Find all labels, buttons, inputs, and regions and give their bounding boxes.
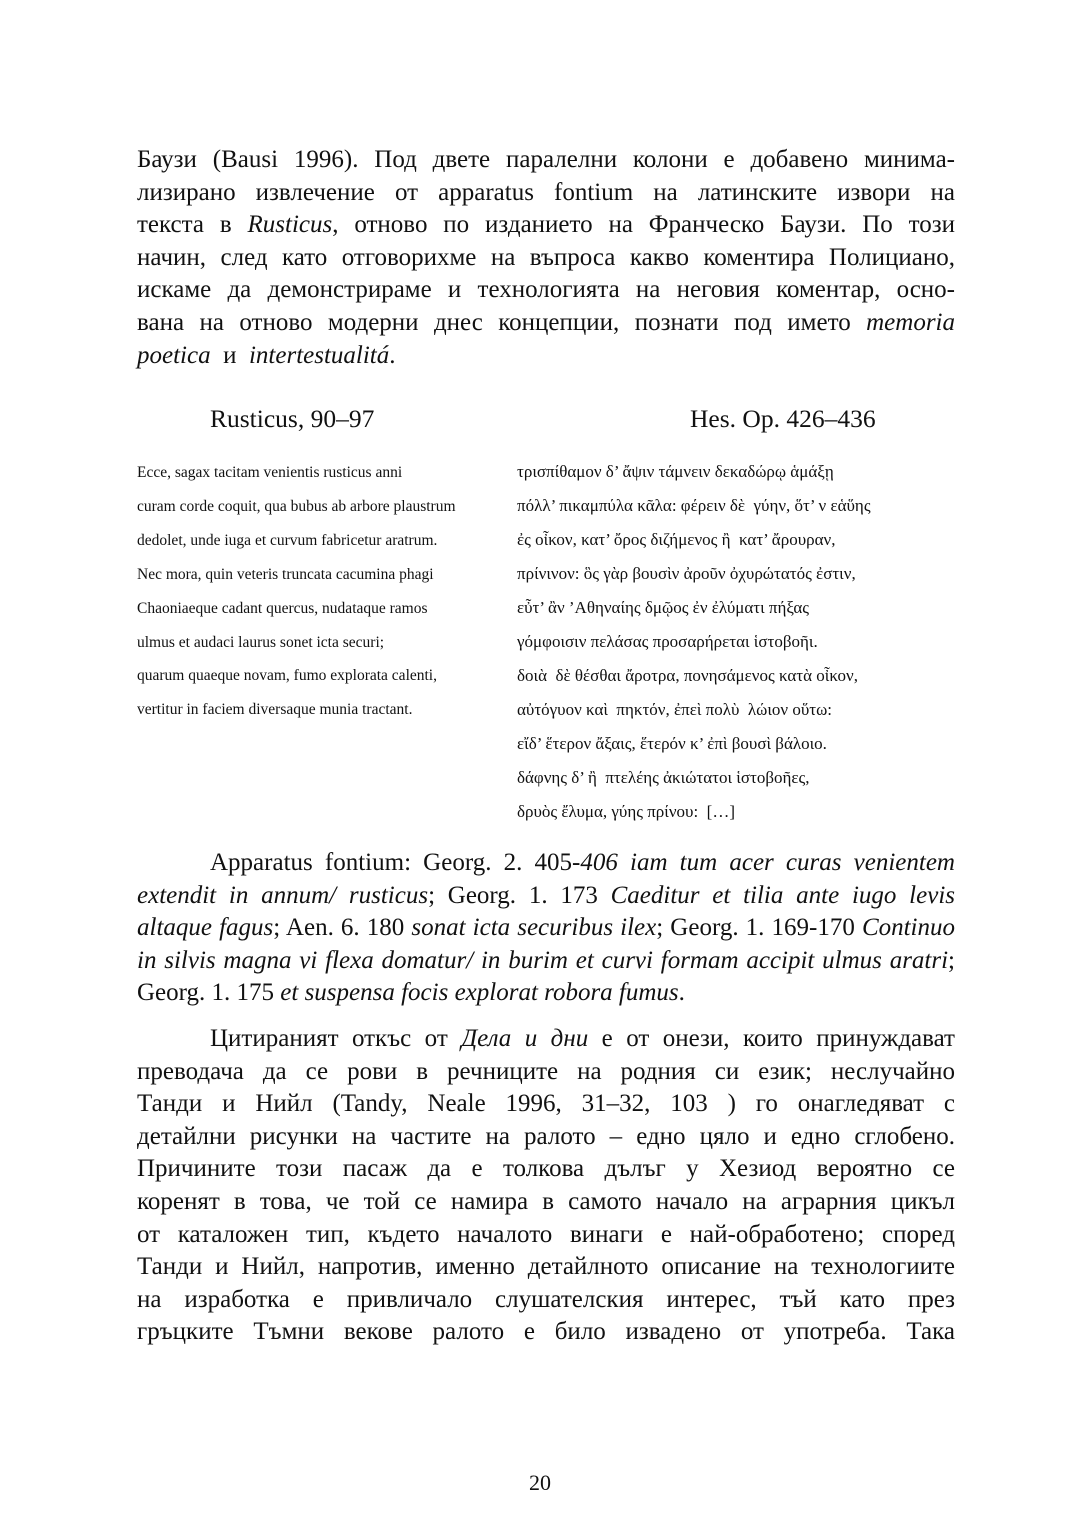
page-number: 20 — [529, 1470, 551, 1495]
text-line — [137, 209, 955, 242]
text-line — [137, 1121, 955, 1154]
greek-verse-line: εἴδ’ ἕτερον ἄξαις, ἕτερόν κ’ ἐπὶ βουσὶ βάλοιο. — [517, 734, 827, 753]
text-segment: , отново по изданието на Франческо Баузи. По този — [332, 211, 955, 239]
text-line — [137, 847, 955, 880]
text-segment: . — [678, 979, 685, 1007]
text-segment: ; — [948, 946, 955, 974]
text-segment: лизирано извлечение от apparatus fontium на латинските извори на — [137, 178, 955, 206]
text-line — [137, 1056, 955, 1089]
text-line — [137, 1186, 955, 1219]
greek-column-heading: Hes. Op. 426–436 — [690, 404, 876, 433]
italic-text: Дела и дни — [461, 1025, 589, 1052]
text-line — [137, 880, 955, 913]
text-segment: искаме да демонстрираме и технологията на неговия коментар, осно- — [137, 276, 955, 304]
text-line — [137, 144, 955, 177]
text-segment: ; Aen. 6. 180 — [273, 914, 412, 942]
text-segment: текста в — [137, 211, 248, 239]
latin-verse-line: vertitur in faciem diversaque munia tractant. — [137, 701, 413, 719]
greek-verse-line: ἐς οἶκον, κατ’ ὄρος διζήμενος ἢ κατ’ ἄρουραν, — [517, 530, 836, 549]
text-segment: е от онези, които принуждават — [588, 1025, 955, 1052]
intro-paragraph — [137, 144, 955, 372]
text-segment: от каталожен тип, където началото винаги е най-обработено; според — [137, 1220, 955, 1248]
italic-text: et suspensa focis explorat robora fumus — [280, 979, 679, 1007]
text-segment: на изработка е привличало слушателския интерес, тъй като през — [137, 1285, 955, 1313]
italic-text: poetica — [137, 341, 211, 369]
greek-verse-line: πρίνινον: ὃς γὰρ βουσὶν ἀροῦν ὀχυρώτατός ἐστιν, — [517, 564, 856, 583]
text-segment: Причините този пасаж да е толкова дълъг у Хезиод вероятно се — [137, 1155, 955, 1183]
latin-verse-line: Ecce, sagax tacitam venientis rusticus anni — [137, 464, 403, 481]
apparatus-fontium-paragraph — [137, 847, 955, 1010]
italic-text: Rusticus — [247, 211, 333, 239]
text-segment: Танди и Нийл (Tandy, Neale 1996, 31–32, 103 ) го онагледяват с — [137, 1090, 955, 1118]
text-line — [137, 177, 955, 210]
latin-verse-line: curam corde coquit, qua bubus ab arbore plaustrum — [137, 497, 456, 515]
latin-verse-line: quarum quaeque novam, fumo explorata calenti, — [137, 667, 437, 685]
greek-text-column — [517, 455, 871, 829]
text-segment: и — [210, 341, 249, 369]
text-segment: коренят в това, че той се намира в самото начало на аграрния цикъл — [137, 1187, 955, 1215]
latin-verse-line: Chaoniaeque cadant quercus, nudataque ramos — [137, 599, 428, 617]
text-segment: . — [389, 341, 396, 369]
italic-text: intertestualitá — [248, 341, 390, 369]
italic-text: sonat icta securibus ilex — [411, 914, 657, 942]
text-line — [137, 1023, 955, 1056]
greek-verse-line: δάφνης δ’ ἢ πτελέης ἀκιώτατοι ἱστοβοῆες, — [517, 768, 810, 787]
greek-verse-line: δρυὸς ἔλυμα, γύης πρίνου: […] — [517, 802, 735, 821]
text-segment: вана на отново модерни днес концепции, познати под името — [137, 308, 867, 336]
text-line — [137, 1251, 955, 1284]
greek-verse-line: γόμφοισιν πελάσας προσαρήρεται ἱστοβοῆι. — [517, 632, 818, 651]
latin-verse-line: Nec mora, quin veteris truncata cacumina phagi — [137, 565, 434, 583]
text-segment: Цитираният откъс от — [210, 1025, 462, 1052]
greek-verse-line: αὐτόγυον καὶ πηκτόν, ἐπεὶ πολὺ λώιον οὕτω: — [517, 700, 833, 719]
text-line — [137, 242, 955, 275]
text-segment: Танди и Нийл, напротив, именно детайлното описание на технологиите — [137, 1253, 955, 1281]
text-line — [137, 1284, 955, 1317]
text-segment: Баузи (Bausi 1996). Под двете паралелни колони е добавено минима- — [137, 146, 955, 173]
latin-verse-line: ulmus et audaci laurus sonet icta securi; — [137, 633, 385, 651]
text-line — [137, 1088, 955, 1121]
italic-text: Continuo — [861, 914, 956, 942]
text-line — [137, 1219, 955, 1252]
italic-text: extendit in annum/ rusticus — [137, 881, 429, 909]
text-line — [137, 977, 955, 1010]
text-segment: детайлни рисунки на частите на ралото – едно цяло и едно сглобено. — [137, 1122, 955, 1150]
latin-verse-line: dedolet, unde iuga et curvum fabricetur aratrum. — [137, 531, 438, 549]
text-line — [137, 912, 955, 945]
text-segment: преводача да се рови в речниците на родния си език; неслучайно — [137, 1057, 955, 1085]
greek-verse-line: πόλλ’ πικαμπύλα κᾶλα: φέρειν δὲ γύην, ὅτ’ ν εἁὕης — [517, 496, 871, 515]
latin-text-column — [137, 456, 456, 727]
italic-text: 406 iam tum acer curas venientem — [580, 849, 955, 876]
text-line — [137, 945, 955, 978]
text-segment: гръцките Тъмни векове ралото е било извадено от употреба. Така — [137, 1318, 955, 1346]
main-paragraph — [137, 1023, 955, 1349]
text-segment: ; Georg. 1. 169-170 — [656, 914, 862, 942]
greek-verse-line: τρισπίθαμον δ’ ἄψιν τάμνειν δεκαδώρῳ ἁμάξῃ — [517, 462, 834, 481]
text-line — [137, 1153, 955, 1186]
italic-text: altaque fagus — [137, 914, 274, 942]
italic-text: Caeditur et tilia ante iugo levis — [610, 881, 955, 909]
italic-text: memoria — [866, 308, 955, 336]
text-segment: Georg. 1. 175 — [137, 979, 281, 1007]
text-line — [137, 307, 955, 340]
italic-text: in silvis magna vi flexa domatur/ in burim et curvi formam accipit ulmus aratri — [137, 946, 949, 974]
text-segment: начин, след като отговорихме на въпроса какво коментира Полициано, — [137, 243, 955, 271]
greek-verse-line: δοιὰ δὲ θέσθαι ἄροτρα, πονησάμενος κατὰ οἶκον, — [517, 666, 858, 685]
text-segment: Apparatus fontium: Georg. 2. 405- — [210, 849, 581, 876]
text-line — [137, 340, 955, 373]
text-line — [137, 1316, 955, 1349]
greek-verse-line: εὖτ’ ἂν ’Αθηναίης δμῷος ἐν ἐλύματι πήξας — [517, 598, 809, 617]
text-segment: ; Georg. 1. 173 — [428, 881, 611, 909]
latin-column-heading: Rusticus, 90–97 — [210, 404, 375, 433]
text-line — [137, 274, 955, 307]
